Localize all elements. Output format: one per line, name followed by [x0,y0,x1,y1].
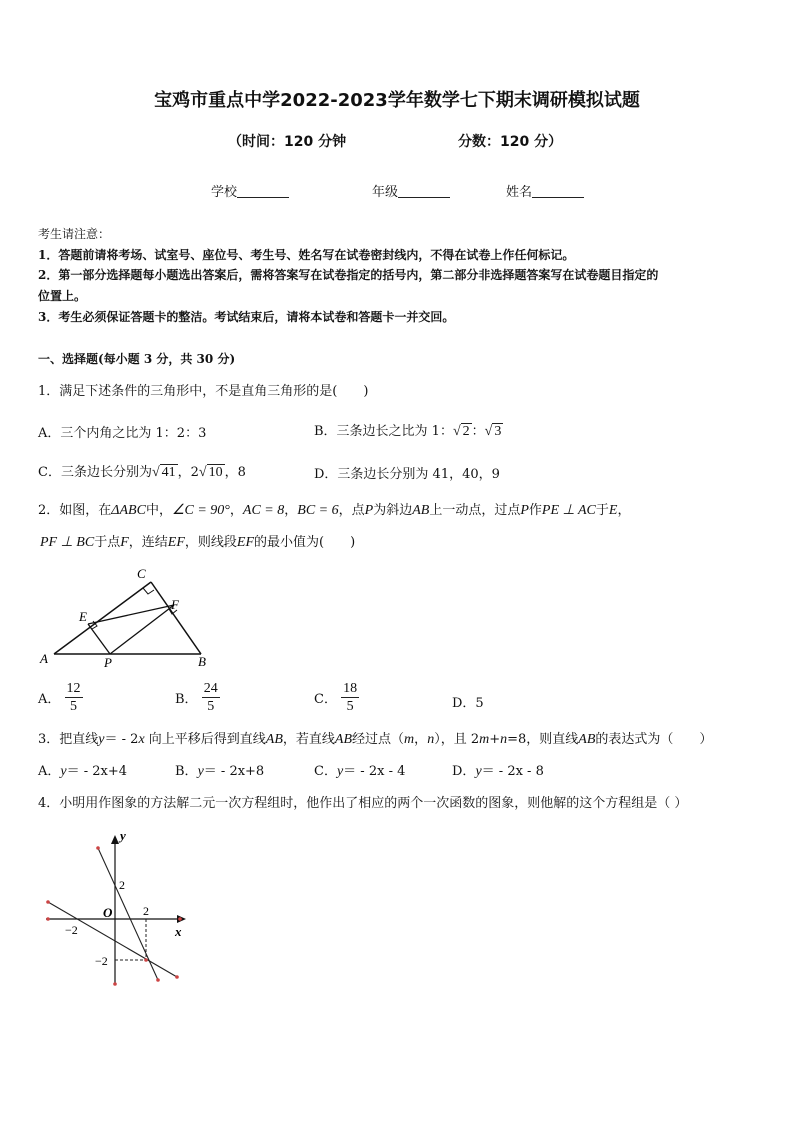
text: 2．如图，在 [38,503,112,518]
text: ， [414,732,428,747]
name-label: 姓名 [506,185,533,200]
numerator: 24 [203,681,218,696]
math: ∠C = 90° [171,503,230,518]
name-blank [532,185,584,198]
text: ＝ - 2x - 8 [481,764,544,779]
text: ，若直线 [282,732,335,747]
radicand: 3 [494,424,502,439]
school-field [211,181,289,200]
function-line-2 [48,902,177,977]
q2-stem-line2 [40,531,355,551]
option-letter: A． [38,692,61,707]
numerator: 18 [343,681,358,696]
y-axis-label: y [120,828,126,843]
endpoint-dot [175,975,179,979]
math: AB [412,503,430,518]
grade-field [372,181,450,200]
denominator: 5 [70,699,78,714]
math: ΔABC [111,503,146,518]
segment-pe [88,624,110,654]
option-letter: A． [38,764,61,779]
q2-option-b [175,680,220,715]
q1-stem: 1．满足下述条件的三角形中，不是直角三角形的是( ) [38,384,369,399]
math: y [197,764,204,779]
sqrt-3: √ 3 [484,424,502,439]
notice-item-2: 2．第一部分选择题每小题选出答案后，需将答案写在试卷指定的括号内，第二部分非选择题答案写在试卷题目指定的 [38,268,659,282]
text: ， [284,503,298,518]
math: P [520,503,529,518]
text: 于 [595,503,609,518]
notice-item-2-cont: 位置上。 [38,289,87,303]
grade-label: 年级 [372,185,399,200]
text: =8，则直线 [507,732,579,747]
math: AB [578,732,596,747]
text: 3．把直线 [38,732,99,747]
math: n [500,732,508,747]
q1-c-text: C．三条边长分别为 [38,465,152,480]
text: 上一动点，过点 [429,503,521,518]
q1-option-d: D．三条边长分别为 41，40，9 [314,467,500,482]
text: 的表达式为（ ） [595,732,713,747]
endpoint-dot [156,978,160,982]
notice-item-3: 3．考生必须保证答题卡的整洁。考试结束后，请将本试卷和答题卡一并交回。 [38,310,455,324]
math: n [427,732,435,747]
fraction [65,680,83,715]
text: ， [617,503,631,518]
y-axis-arrow [111,835,119,844]
text: + [489,732,501,747]
fraction [202,680,220,715]
section-heading: 一、选择题(每小题 3 分，共 30 分) [38,352,236,366]
sqrt-2: √ 2 [452,424,470,439]
text: 向上平移后得到直线 [144,732,266,747]
numerator: 12 [66,681,81,696]
text: 作 [528,503,542,518]
y-tick-2: 2 [119,878,125,892]
math: AB [334,732,353,747]
text: ），且 2 [434,732,480,747]
endpoint-dot [178,917,182,921]
fraction [341,680,359,715]
exam-title: 宝鸡市重点中学2022-2023学年数学七下期末调研模拟试题 [154,90,640,111]
math: y [60,764,67,779]
label-p: P [104,655,112,670]
y-tick-minus-2: −2 [95,954,108,968]
math: BC = 6 [297,503,339,518]
q2-option-c [314,680,359,715]
q1-c-mid: ，2 [177,465,199,480]
q3-option-c [314,760,405,780]
text: ，连结 [128,535,168,550]
math: PE ⊥ AC [541,503,596,518]
math: y [336,764,344,779]
option-letter: B． [175,692,198,707]
option-letter: C． [314,764,337,779]
q3-option-b [175,760,264,780]
text: ＝ - 2x - 4 [343,764,406,779]
q1-b-sep: ： [471,424,485,439]
math: AC = 8 [242,503,285,518]
endpoint-dot [96,846,100,850]
text: ，则线段 [184,535,237,550]
denominator: 5 [207,699,215,714]
math: x [138,732,145,747]
text: 为斜边 [373,503,413,518]
q1-c-end: ，8 [224,465,246,480]
q3-option-a [38,760,127,780]
text: ＝ - 2 [104,732,139,747]
text: ， [229,503,243,518]
q4-graph-figure [40,826,200,992]
radicand: 10 [208,465,223,480]
q1-b-text: B．三条边长之比为 1： [314,424,453,439]
math: m [479,732,490,747]
q1-option-b [314,420,503,440]
text: 的最小值为( ) [254,535,356,550]
math: PF ⊥ BC [40,535,95,550]
sqrt-41: √ 41 [151,465,176,480]
x-tick-2: 2 [143,904,149,918]
q1-option-a: A．三个内角之比为 1：2：3 [38,426,207,441]
q2-option-a [38,680,83,715]
grade-blank [398,185,450,198]
option-letter: C． [314,692,337,707]
math: m [404,732,415,747]
text: 于点 [94,535,121,550]
label-b: B [198,654,206,669]
endpoint-dot [46,900,50,904]
text: ＝ - 2x+4 [66,764,128,779]
sqrt-10: √ 10 [198,465,223,480]
text: 中， [145,503,172,518]
label-f: F [171,597,179,612]
exam-score: 分数：120 分） [458,134,563,150]
endpoint-dot [113,982,117,986]
math: AB [265,732,283,747]
math: EF [167,535,185,550]
q2-triangle-figure [36,563,216,673]
denominator: 5 [346,699,354,714]
math: E [608,503,618,518]
option-letter: B． [175,764,198,779]
text: ＝ - 2x+8 [203,764,265,779]
text: 经过点（ [352,732,405,747]
exam-time: （时间：120 分钟 [228,134,347,150]
text: ，点 [338,503,365,518]
school-label: 学校 [211,185,238,200]
notice-item-1: 1．答题前请将考场、试室号、座位号、考生号、姓名写在试卷密封线内，不得在试卷上作任何标记。 [38,248,575,262]
q3-stem [38,728,712,748]
label-e: E [79,609,87,624]
side-bc [151,582,201,654]
q2-option-d: D．5 [452,696,484,711]
q2-stem-line1 [38,499,630,519]
q4-stem: 4．小明用作图象的方法解二元一次方程组时，他作出了相应的两个一次函数的图象，则他解的这个方程组是（ ） [38,796,688,811]
school-blank [237,185,289,198]
x-tick-minus-2: −2 [65,923,78,937]
label-a: A [40,651,48,666]
math: F [120,535,129,550]
label-c: C [137,566,146,581]
q1-option-c [38,461,246,481]
origin-label: O [103,905,113,920]
math: EF [236,535,255,550]
option-letter: D． [452,764,476,779]
x-axis-label: x [175,924,182,939]
name-field [506,181,584,200]
intersection-dot [144,958,148,962]
math: P [364,503,374,518]
math: y [475,764,482,779]
notice-heading: 考生请注意： [38,227,111,241]
radicand: 2 [462,424,470,439]
math: y [98,732,105,747]
right-angle-c [143,588,154,594]
q3-option-d [452,760,544,780]
radicand: 41 [161,465,176,480]
endpoint-dot [46,917,50,921]
